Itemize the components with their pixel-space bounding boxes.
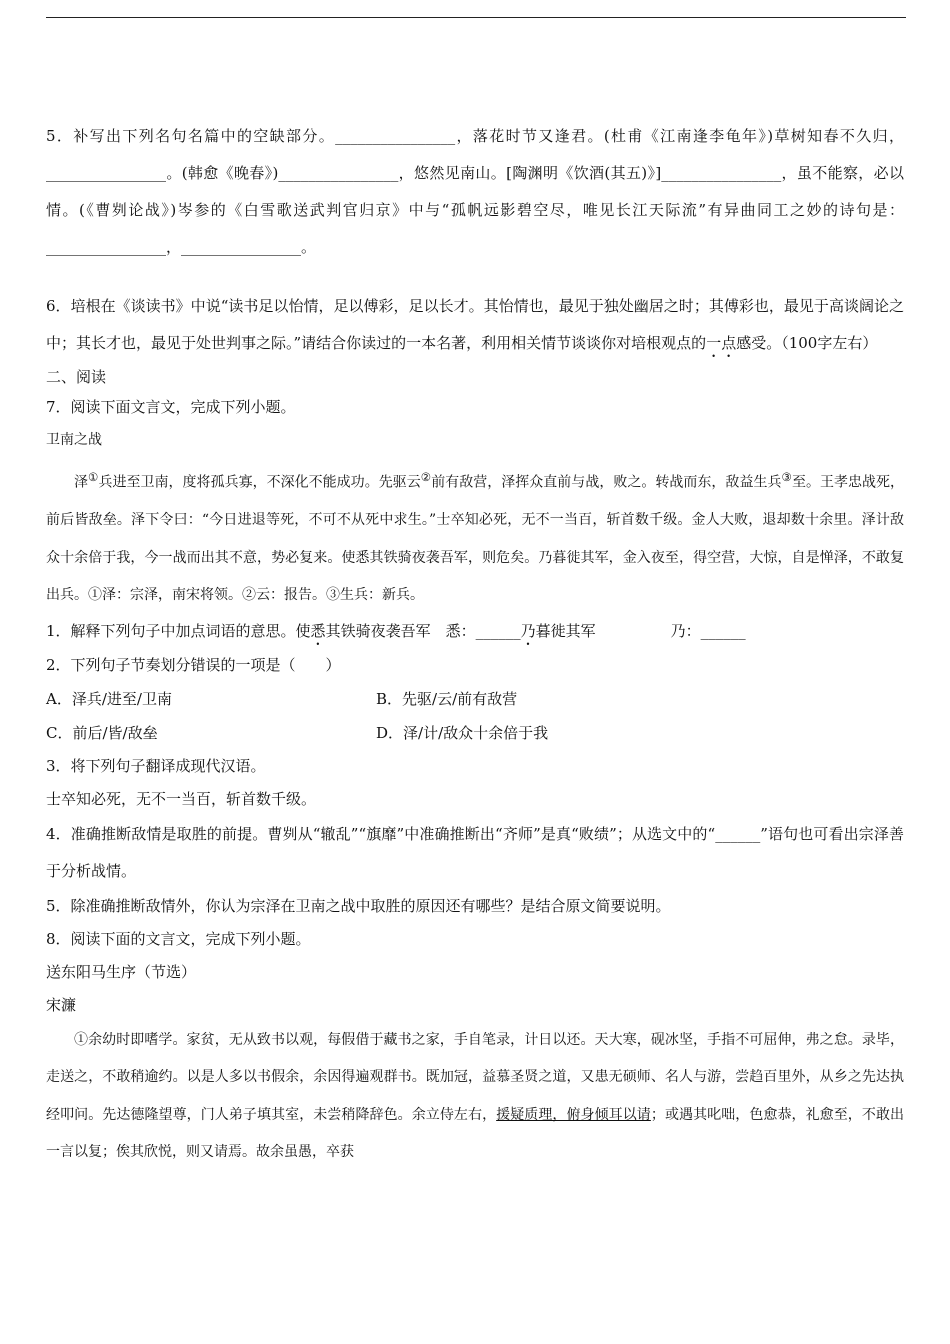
option-b[interactable]: B．先驱/云/前有敌营 (376, 689, 518, 708)
passage-text-2: ①余幼时即嗜学。家贫，无从致书以观，每假借于藏书之家，手自笔录，计日以还。天大寒，砚冰坚，手指不可屈伸，弗之怠。录毕，走送之，不敢稍逾约。以是人多以书假余，余因得遍观群书。既加冠，益慕圣贤之道，又患无硕师、名人与游，尝趋百里外，从乡之先达执经叩问。先达德隆望尊，门人弟子填其室，未尝稍降辞色。余立侍左右，援疑质理，俯身倾耳以请；或遇其叱咄，色愈恭，礼愈至，不敢出一言以复；俟其欣悦，则又请焉。故余虽愚，卒获 (46, 1031, 905, 1160)
options-row-2 (46, 716, 904, 750)
passage-author: 宋濂 (46, 995, 77, 1014)
subquestion-1: 1．解释下列句子中加点词语的意思。使悉其铁骑夜袭吾军 悉：______乃暮徙其军 乃：______ (46, 621, 746, 640)
section-reading: 二、阅读 (46, 368, 107, 386)
option-c[interactable]: C．前后/皆/敌垒 (46, 723, 158, 742)
passage-text: 泽①兵进至卫南，度将孤兵寡，不深化不能成功。先驱云②前有敌营，泽挥众直前与战，败之。转战而东，敌益生兵③至。王孝忠战死，前后皆敌垒。泽下令曰：“今日进退等死，不可不从死中求生。”士卒知必死，无不一当百，斩首数千级。金人大败，退却数十余里。泽计敌众十余倍于我，今一战而出其不意，势必复来。使悉其铁骑夜袭吾军，则危矣。乃暮徙其军，金入夜至，得空营，大惊，自是惮泽，不敢复出兵。①泽：宗泽，南宋将领。②云：报告。③生兵：新兵。 (46, 470, 905, 604)
footnote-mark: ③ (781, 470, 792, 485)
emphasized-word: 悉 (310, 621, 326, 640)
question-8-heading: 8．阅读下面的文言文，完成下列小题。 (46, 929, 311, 948)
translation-sentence: 士卒知必死，无不一当百，斩首数千级。 (46, 789, 317, 808)
option-d[interactable]: D．泽/计/敌众十余倍于我 (376, 723, 549, 742)
passage-title: 卫南之战 (46, 432, 102, 448)
exam-page (46, 118, 904, 1171)
question-7-heading: 7．阅读下面文言文，完成下列小题。 (46, 398, 296, 416)
subquestion-5: 5．除准确推断敌情外，你认为宗泽在卫南之战中取胜的原因还有哪些？是结合原文简要说明。 (46, 896, 671, 915)
question-6: 6．培根在《谈读书》中说“读书足以怡情，足以傅彩，足以长才。其怡情也，最见于独处幽居之时；其傅彩也，最见于高谈阔论之中；其长才也，最见于处世判事之际。”请结合你读过的一本名著，利用相关情节谈谈你对培根观点的一点感受。（100字左右） (46, 297, 904, 352)
footnote-mark: ② (420, 470, 432, 485)
header-rule (46, 17, 906, 18)
subquestion-3: 3．将下列句子翻译成现代汉语。 (46, 756, 266, 775)
underlined-phrase: 援疑质理，俯身倾耳以请 (496, 1106, 651, 1123)
subquestion-2: 2．下列句子节奏划分错误的一项是（ ） (46, 655, 341, 674)
subquestion-4: 4．准确推断敌情是取胜的前提。曹刿从“辙乱”“旗靡”中准确推断出“齐师”是真“败绩”；从选文中的“______”语句也可看出宗泽善于分析战情。 (46, 824, 904, 880)
option-a[interactable]: A．泽兵/进至/卫南 (46, 689, 172, 708)
emphasized-word: 乃 (520, 621, 536, 640)
question-5: 5．补写出下列名句名篇中的空缺部分。________________，落花时节又逢君。(杜甫《江南逢李龟年》)草树知春不久归，________________。(韩愈《晚春》)________________，悠然见南山。[陶渊明《饮酒(其五)》]________________，虽不能察，必以情。(《曹刿论战》)岑参的《白雪歌送武判官归京》中与“孤帆远影碧空尽，唯见长江天际流”有异曲同工之妙的诗句是：________________，________________。 (46, 127, 904, 256)
passage-title-2: 送东阳马生序（节选） (46, 962, 197, 981)
footnote-mark: ① (88, 470, 99, 485)
emphasis-dots: 一点 (706, 334, 737, 352)
options-row-1 (46, 682, 904, 716)
